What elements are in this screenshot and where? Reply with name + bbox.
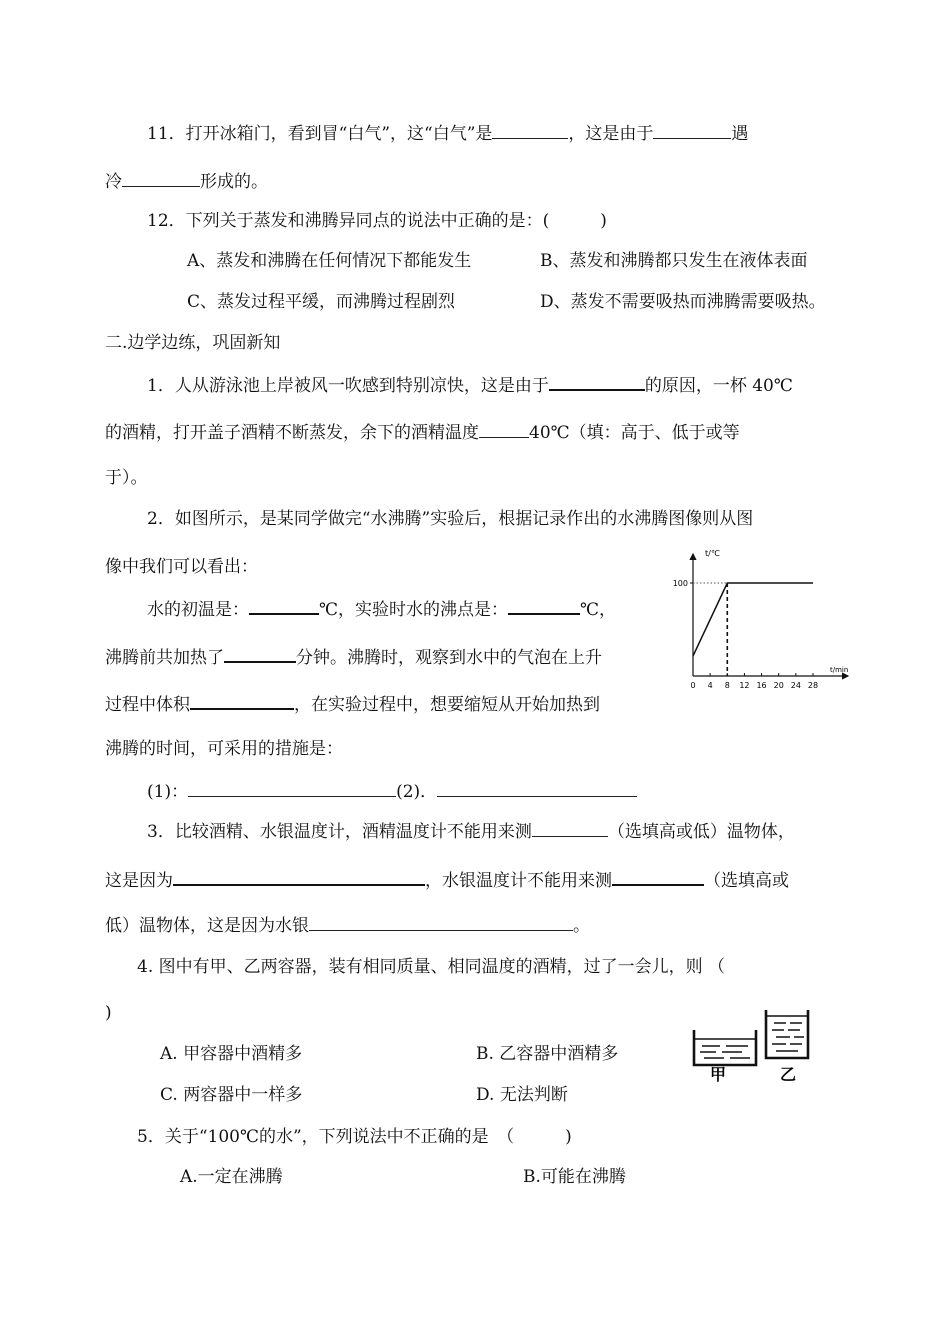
section-title: 二.边学边练，巩固新知 (105, 333, 281, 353)
p2-text-1c: ℃， (580, 600, 617, 620)
p2-measure-1-label: (1)： (147, 782, 189, 802)
x-tick-label: 8 (724, 681, 730, 690)
p4-stem-close: ) (105, 1003, 112, 1023)
p3-text-b: （选填高或低）温物体， (607, 822, 795, 842)
q11-blank-2[interactable] (653, 122, 731, 139)
p3-blank-2[interactable] (173, 868, 425, 886)
boiling-graph (672, 546, 856, 696)
p2-line1 (147, 597, 616, 621)
p3-text-a: 3．比较酒精、水银温度计，酒精温度计不能用来测 (147, 822, 532, 842)
p2-blank-initial-temp[interactable] (249, 597, 319, 615)
p2-measure-2-label: (2)． (396, 782, 438, 802)
p2-intro-1: 2．如图所示，是某同学做完“水沸腾”实验后，根据记录作出的水沸腾图像则从图 (147, 509, 754, 529)
x-tick-label: 28 (807, 681, 819, 690)
p4-stem: 4. 图中有甲、乙两容器，装有相同质量、相同温度的酒精，过了一会儿，则 （ (137, 957, 726, 977)
p1-text-d: 40℃（填：高于、低于或等 (529, 423, 740, 443)
q11-text-4: 冷 (105, 172, 122, 192)
p3-text-c: 这是因为 (105, 871, 173, 891)
x-tick-label: 4 (707, 681, 713, 690)
x-tick-label: 24 (790, 681, 801, 690)
p2-text-1a: 水的初温是： (147, 600, 249, 620)
q11-text-1: 11．打开冰箱门，看到冒“白气”，这“白气”是 (147, 124, 493, 144)
p2-text-3b: ，在实验过程中，想要缩短从开始加热到 (294, 695, 600, 715)
x-tick-label: 20 (773, 681, 784, 690)
p3-blank-1[interactable] (532, 820, 608, 837)
p4-option-d[interactable]: D. 无法判断 (476, 1085, 568, 1105)
p5-option-b[interactable]: B.可能在沸腾 (523, 1167, 626, 1187)
q12-option-a[interactable]: A、蒸发和沸腾在任何情况下都能发生 (187, 251, 472, 271)
q11-line1 (147, 122, 748, 145)
p2-intro-2: 像中我们可以看出： (105, 557, 258, 577)
q11-blank-1[interactable] (492, 122, 568, 139)
p1-text-c: 的酒精，打开盖子酒精不断蒸发，余下的酒精温度 (105, 423, 479, 443)
p1-text-b: 的原因，一杯 40℃ (644, 376, 793, 396)
x-tick-label: 12 (739, 681, 750, 690)
q12-option-b[interactable]: B、蒸发和沸腾都只发生在液体表面 (540, 251, 808, 271)
p4-option-b[interactable]: B. 乙容器中酒精多 (476, 1044, 619, 1064)
container-yi (766, 1010, 808, 1058)
temperature-series-line (693, 583, 813, 656)
q11-text-5: 形成的。 (200, 172, 268, 192)
p5-option-a[interactable]: A.一定在沸腾 (180, 1167, 283, 1187)
p3-line1 (147, 820, 795, 843)
p2-line4: 沸腾的时间，可采用的措施是： (105, 739, 343, 759)
container-label-jia: 甲 (710, 1065, 727, 1082)
q12-stem: 12．下列关于蒸发和沸腾异同点的说法中正确的是：( ) (147, 211, 607, 231)
p1-line1 (147, 373, 793, 397)
p1-blank-1[interactable] (549, 373, 645, 391)
q11-blank-3[interactable] (122, 170, 200, 187)
p2-line3 (105, 692, 600, 716)
p3-line2 (105, 868, 789, 892)
x-axis-label: t/min (830, 666, 849, 674)
q12-option-c[interactable]: C、蒸发过程平缓，而沸腾过程剧烈 (187, 292, 456, 312)
containers-illustration (690, 1008, 822, 1082)
p3-text-d: ，水银温度计不能用来测 (425, 871, 612, 891)
y-axis-label: t/℃ (705, 549, 720, 558)
y-tick-label: 100 (672, 579, 688, 588)
p4-option-a[interactable]: A. 甲容器中酒精多 (160, 1044, 303, 1064)
p2-blank-measure-1[interactable] (188, 780, 396, 797)
q11-text-3: 遇 (731, 124, 749, 144)
p2-text-2b: 分钟。沸腾时，观察到水中的气泡在上升 (296, 648, 602, 668)
p2-line2 (105, 645, 602, 669)
p3-blank-3[interactable] (612, 868, 704, 886)
p3-line3 (105, 914, 590, 937)
p1-blank-2[interactable] (479, 421, 529, 438)
x-tick-label: 0 (690, 681, 696, 690)
p5-stem: 5．关于“100℃的水”，下列说法中不正确的是 （ ) (137, 1127, 572, 1147)
q12-option-d[interactable]: D、蒸发不需要吸热而沸腾需要吸热。 (540, 292, 826, 312)
p2-text-1b: ℃，实验时水的沸点是： (319, 600, 509, 620)
p1-line3: 于）。 (105, 468, 148, 488)
p2-blank-heat-time[interactable] (224, 645, 296, 663)
p2-blank-boiling-point[interactable] (508, 597, 580, 615)
x-tick-label: 16 (756, 681, 767, 690)
container-label-yi: 乙 (780, 1065, 797, 1082)
p3-blank-4[interactable] (309, 914, 573, 931)
p2-blank-volume[interactable] (190, 692, 294, 710)
p3-text-f: 低）温物体，这是因为水银 (105, 916, 309, 936)
p2-text-2a: 沸腾前共加热了 (105, 648, 224, 668)
p2-blank-measure-2[interactable] (437, 780, 637, 797)
q11-text-2: ，这是由于 (568, 124, 654, 144)
p3-text-e: （选填高或 (704, 871, 789, 891)
p2-text-3a: 过程中体积 (105, 695, 190, 715)
p3-text-g: 。 (573, 916, 590, 936)
p2-measures (147, 780, 637, 803)
p1-text-a: 1．人从游泳池上岸被风一吹感到特别凉快，这是由于 (147, 376, 549, 396)
p4-option-c[interactable]: C. 两容器中一样多 (160, 1085, 303, 1105)
p1-line2 (105, 421, 740, 444)
q11-line2 (105, 170, 268, 193)
container-jia (694, 1030, 756, 1065)
